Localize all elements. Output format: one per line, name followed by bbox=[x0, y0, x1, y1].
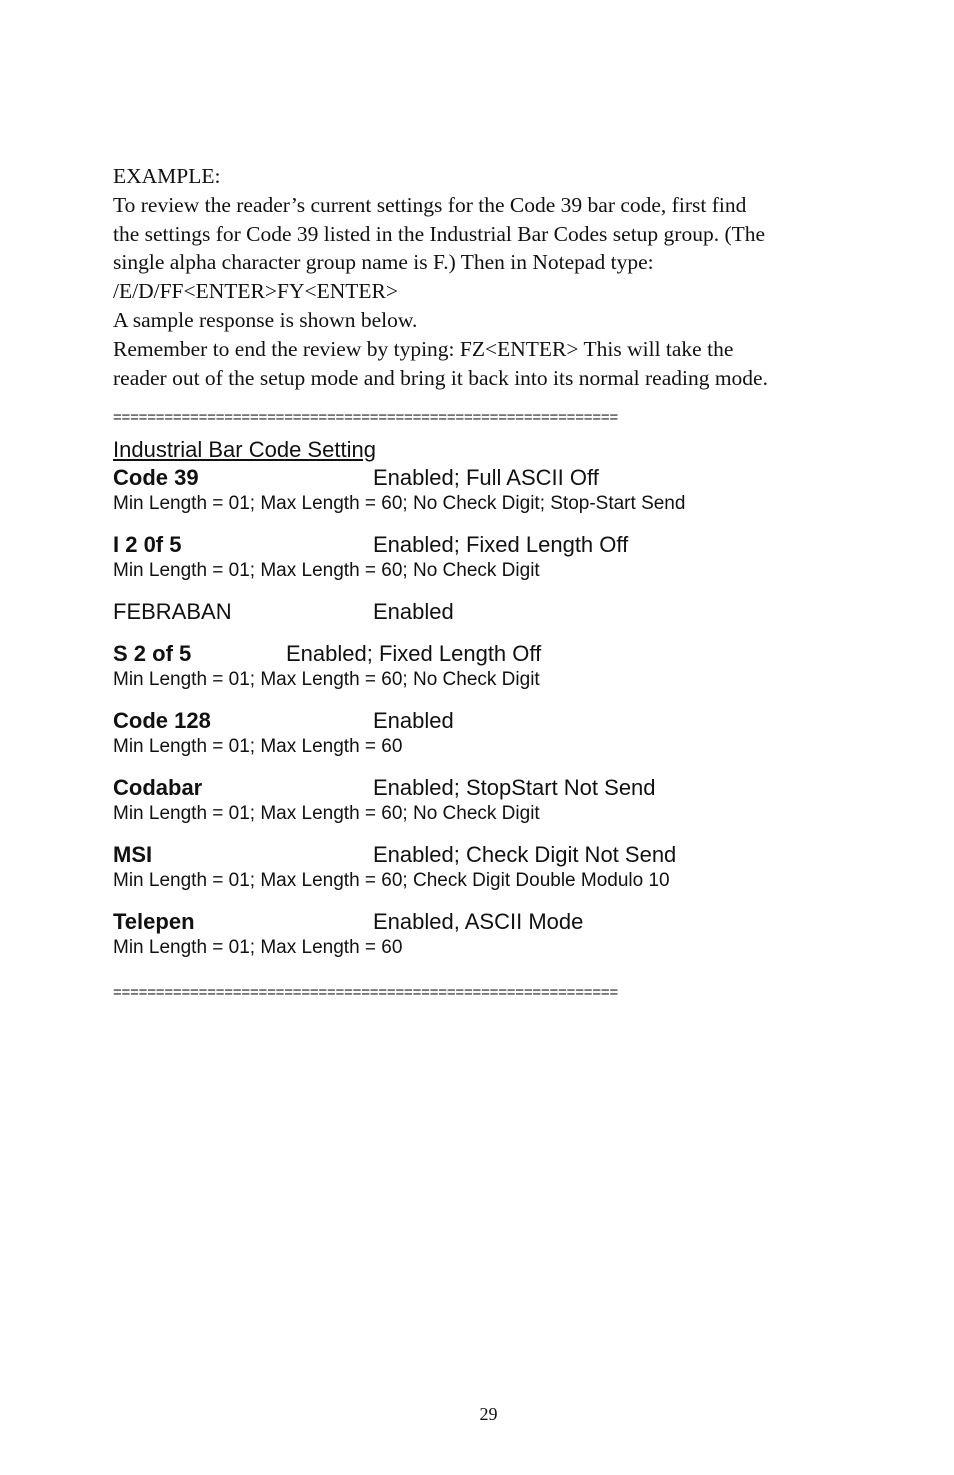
setting-name: MSI bbox=[113, 842, 153, 867]
setting-name: Telepen bbox=[113, 909, 195, 934]
intro-line: To review the reader’s current settings for the Code 39 bar code, first find bbox=[113, 192, 747, 217]
separator-top: =========================================================== bbox=[113, 410, 619, 425]
setting-detail: Min Length = 01; Max Length = 60; No Check Digit bbox=[113, 669, 540, 690]
intro-line: A sample response is shown below. bbox=[113, 307, 418, 332]
setting-status: Enabled; Full ASCII Off bbox=[373, 465, 599, 490]
setting-entry-codabar bbox=[113, 774, 873, 826]
intro-line: Remember to end the review by typing: FZ<ENTER> This will take the bbox=[113, 336, 734, 361]
setting-name: FEBRABAN bbox=[113, 599, 232, 624]
setting-status: Enabled bbox=[373, 708, 454, 733]
setting-entry-telepen bbox=[113, 908, 873, 960]
setting-entry-s2of5 bbox=[113, 640, 873, 692]
setting-detail: Min Length = 01; Max Length = 60; No Check Digit; Stop-Start Send bbox=[113, 493, 686, 514]
intro-command: /E/D/FF<ENTER>FY<ENTER> bbox=[113, 279, 399, 304]
intro-line: the settings for Code 39 listed in the Industrial Bar Codes setup group. (The bbox=[113, 221, 766, 246]
setting-detail: Min Length = 01; Max Length = 60 bbox=[113, 736, 403, 757]
setting-name: Codabar bbox=[113, 775, 203, 800]
intro-heading: EXAMPLE: bbox=[113, 164, 221, 188]
setting-name: Code 128 bbox=[113, 708, 211, 733]
setting-status: Enabled; Fixed Length Off bbox=[286, 641, 542, 666]
setting-entry-code128 bbox=[113, 707, 873, 759]
separator-bottom: =========================================================== bbox=[113, 985, 619, 1000]
page-number: 29 bbox=[479, 1404, 498, 1424]
setting-status: Enabled bbox=[373, 599, 454, 624]
setting-detail: Min Length = 01; Max Length = 60; Check Digit Double Modulo 10 bbox=[113, 870, 670, 891]
setting-status: Enabled, ASCII Mode bbox=[373, 909, 584, 934]
setting-entry-msi bbox=[113, 841, 873, 893]
setting-name: S 2 of 5 bbox=[113, 641, 192, 666]
setting-name: I 2 0f 5 bbox=[113, 532, 182, 557]
setting-detail: Min Length = 01; Max Length = 60; No Check Digit bbox=[113, 560, 540, 581]
setting-status: Enabled; Check Digit Not Send bbox=[373, 842, 677, 867]
section-title: Industrial Bar Code Setting bbox=[113, 437, 376, 462]
setting-detail: Min Length = 01; Max Length = 60; No Check Digit bbox=[113, 803, 540, 824]
setting-status: Enabled; Fixed Length Off bbox=[373, 532, 629, 557]
intro-line: reader out of the setup mode and bring it back into its normal reading mode. bbox=[113, 365, 768, 390]
setting-detail: Min Length = 01; Max Length = 60 bbox=[113, 937, 403, 958]
setting-entry-i2of5 bbox=[113, 531, 873, 583]
settings-block bbox=[113, 436, 873, 975]
setting-name: Code 39 bbox=[113, 465, 199, 490]
setting-status: Enabled; StopStart Not Send bbox=[373, 775, 656, 800]
setting-entry-code39 bbox=[113, 464, 873, 516]
setting-entry-febraban bbox=[113, 598, 873, 626]
intro-line: single alpha character group name is F.) Then in Notepad type: bbox=[113, 250, 654, 275]
example-intro bbox=[113, 162, 873, 392]
